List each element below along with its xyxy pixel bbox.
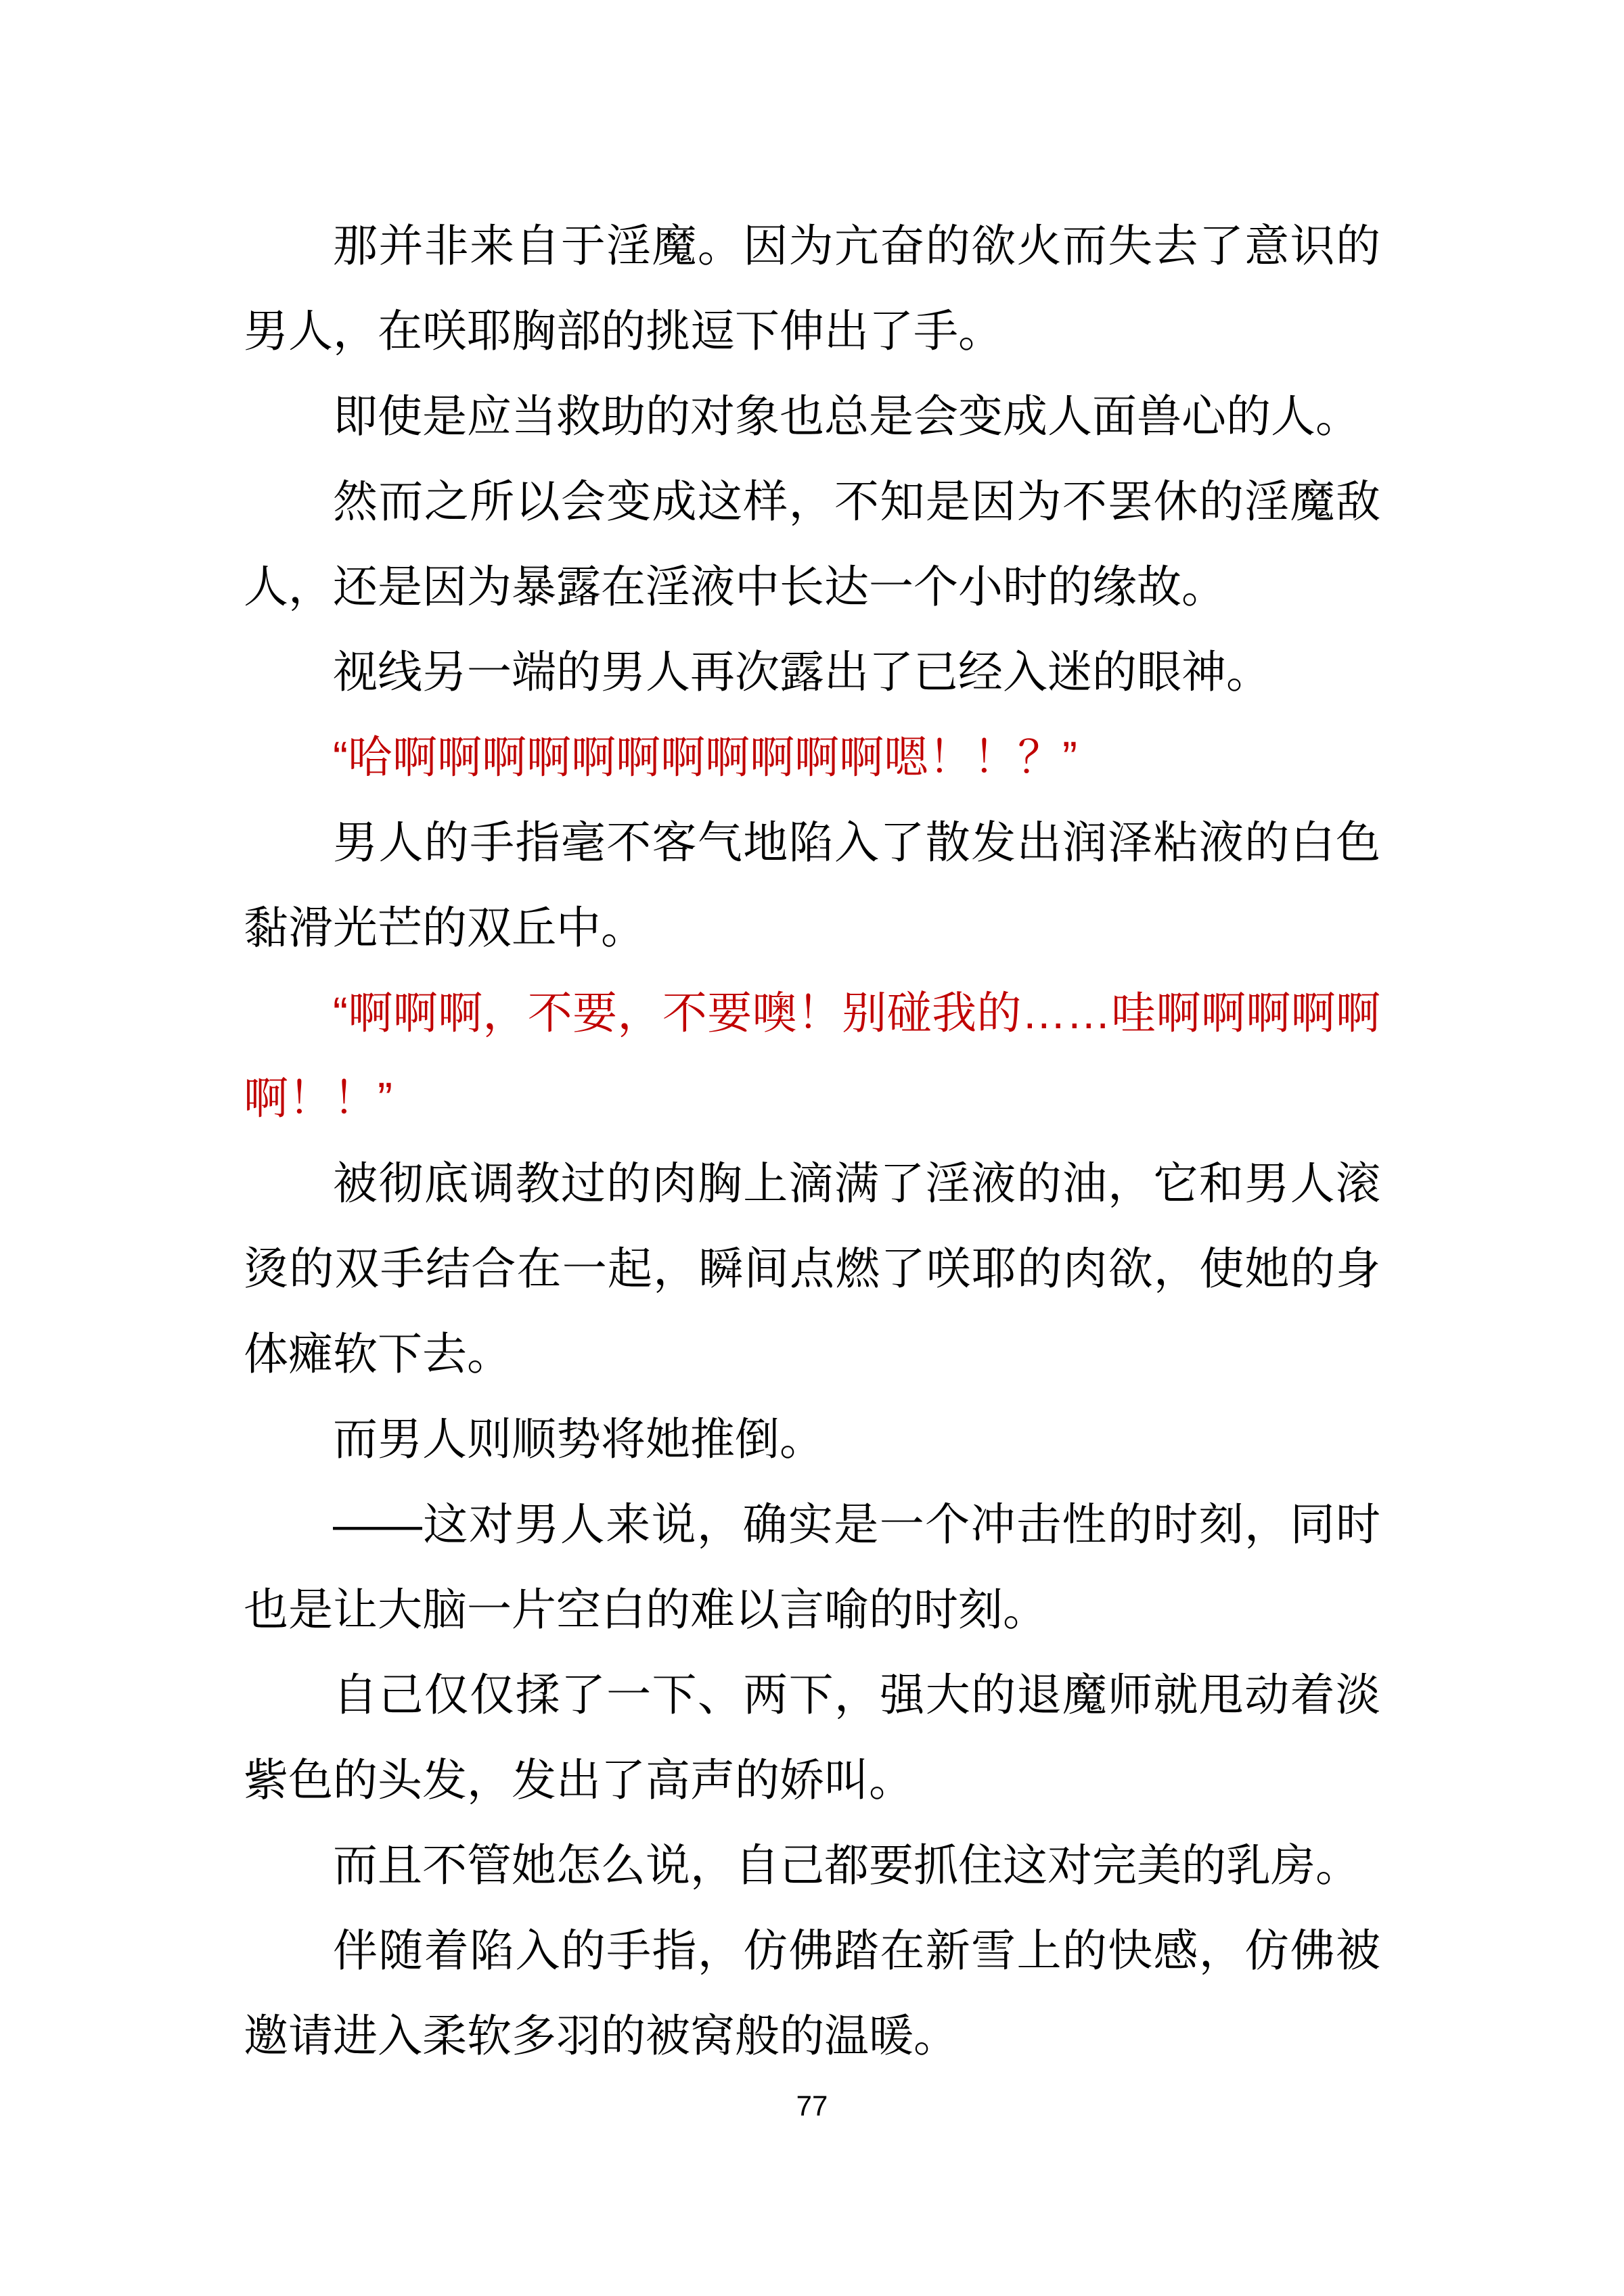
narration-paragraph: 那并非来自于淫魔。因为亢奋的欲火而失去了意识的男人，在咲耶胸部的挑逗下伸出了手。 (244, 221, 1380, 356)
narration-paragraph: 而且不管她怎么说，自己都要抓住这对完美的乳房。 (333, 1840, 1360, 1890)
narration-paragraph: 即使是应当救助的对象也总是会变成人面兽心的人。 (333, 391, 1360, 441)
narration-paragraph: ——这对男人来说，确实是一个冲击性的时刻，同时也是让大脑一片空白的难以言喻的时刻。 (244, 1499, 1380, 1634)
page-number-label: 77 (796, 2090, 828, 2121)
narration-paragraph: 然而之所以会变成这样，不知是因为不罢休的淫魔敌人，还是因为暴露在淫液中长达一个小时的缘故。 (244, 476, 1380, 612)
narration-paragraph: 自己仅仅揉了一下、两下，强大的退魔师就甩动着淡紫色的头发，发出了高声的娇叫。 (244, 1670, 1380, 1805)
narration-paragraph: 男人的手指毫不客气地陷入了散发出润泽粘液的白色黏滑光芒的双丘中。 (244, 817, 1380, 952)
narration-paragraph: 被彻底调教过的肉胸上滴满了淫液的油，它和男人滚烫的双手结合在一起，瞬间点燃了咲耶的肉欲，使她的身体瘫软下去。 (244, 1158, 1380, 1379)
text-block (244, 203, 1380, 2078)
narration-paragraph: 伴随着陷入的手指，仿佛踏在新雪上的快感，仿佛被邀请进入柔软多羽的被窝般的温暖。 (244, 1925, 1380, 2061)
dialogue-paragraph: “哈啊啊啊啊啊啊啊啊啊啊啊嗯！！？” (333, 732, 1077, 782)
narration-paragraph: 视线另一端的男人再次露出了已经入迷的眼神。 (333, 647, 1271, 697)
dialogue-paragraph: “啊啊啊，不要，不要噢！别碰我的……哇啊啊啊啊啊啊！！” (244, 988, 1380, 1123)
narration-paragraph: 而男人则顺势将她推倒。 (333, 1414, 824, 1464)
